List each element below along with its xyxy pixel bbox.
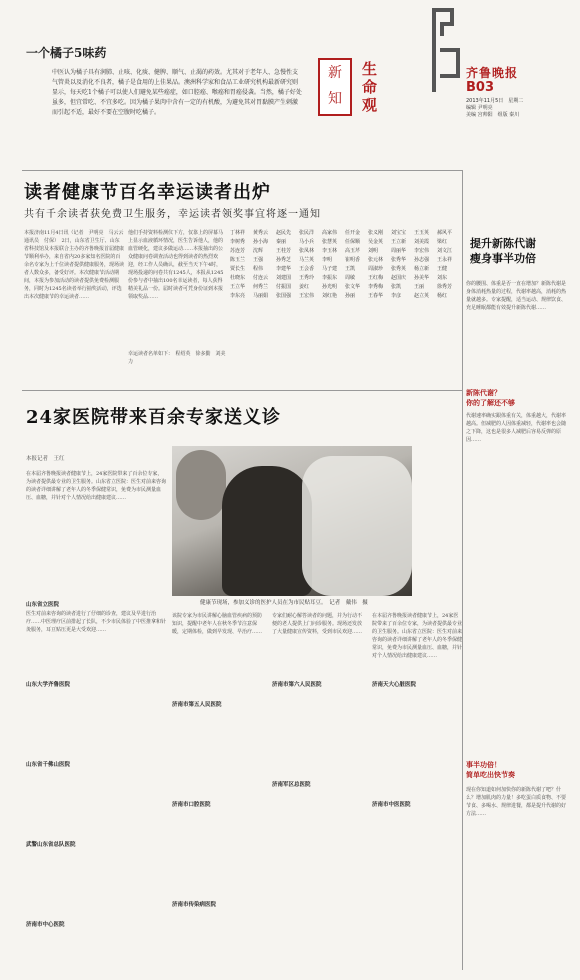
meta-editor: 编辑 尹明亮 xyxy=(466,105,493,111)
winner-name: 张国强 xyxy=(276,293,292,299)
story2-column-1: 医生对前来咨询的读者进行了仔细的诊查，建议及早进行治疗……中医理疗区前排起了长队，不少市民体验了中医推拿和针灸服务，耳豆贴压更是大受欢迎…… xyxy=(26,611,167,633)
section-char-3: 观 xyxy=(362,96,378,114)
winner-name: 孙丽 xyxy=(345,293,356,299)
winner-name: 徐秀芳 xyxy=(437,284,453,290)
hospital-label: 济南天大心脏医院 xyxy=(372,682,417,688)
divider xyxy=(22,390,462,391)
winner-name: 王永祥 xyxy=(437,257,453,263)
story2-column-3: 专家们耐心解答读者的问题，并为行动不便的老人提供上门问诊服务。现场还发放了大量健康宣传资料，受到市民欢迎…… xyxy=(272,613,363,635)
winner-name: 王宏伟 xyxy=(299,293,315,299)
winner-name: 张慧英 xyxy=(322,239,338,245)
winner-name: 马兰英 xyxy=(299,257,315,263)
winner-name: 高家伟 xyxy=(322,230,338,236)
side-subhead-2-line-2: 简单吃出快节奏 xyxy=(466,770,515,779)
winner-name: 赵民先 xyxy=(276,230,292,236)
winner-name: 王凯 xyxy=(345,266,356,272)
winner-name: 苏连芳 xyxy=(230,248,246,254)
meta-date: 2013年11月5日 星期二 xyxy=(466,98,524,104)
side-title xyxy=(470,236,536,266)
side-body-3: 现在你知道如何加快你的新陈代谢了吧？什么？增加肌肉的力量！多吃蛋白质食物、不要节食、多喝水、规律进餐，都是提升代谢的好方法…… xyxy=(466,787,567,817)
hospital-label: 济南市第六人民医院 xyxy=(272,682,322,688)
winner-name: 陈玉兰 xyxy=(230,257,246,263)
winner-name: 张秀华 xyxy=(391,257,407,263)
side-title-line-1: 提升新陈代谢 xyxy=(470,237,536,250)
winner-name: 马子建 xyxy=(322,266,338,272)
winner-name: 崔明香 xyxy=(345,257,361,263)
winner-name: 王红梅 xyxy=(368,275,384,281)
winner-name: 孙光明 xyxy=(322,284,338,290)
story2-column-4: 在本届齐鲁晚报读者健康节上，24家医院带来了百余位专家，为读者提供最专业的卫生服务。山东省立医院：医生对前来咨询的读者详细讲解了老年人的冬季保健常识，免费为市民测量血压、血糖，并针对个人情况给出健康建议…… xyxy=(372,613,463,659)
side-body-1: 你的腰围、体重是否一直在增加？新陈代谢是身体消耗热量的过程，代谢率越高，消耗的热量就越多。专家提醒，适当运动、规律饮食、充足睡眠都能有效提升新陈代谢…… xyxy=(466,281,567,311)
winner-name: 周丽华 xyxy=(391,248,407,254)
winner-name: 张义刚 xyxy=(368,230,384,236)
hospital-label: 山东省千佛山医院 xyxy=(26,762,71,768)
winner-name: 张元林 xyxy=(368,257,384,263)
winner-name: 孙志强 xyxy=(414,257,430,263)
hospital-label: 济南市第五人民医院 xyxy=(172,702,222,708)
side-subhead-1-line-2: 你的了解还不够 xyxy=(466,398,515,407)
winner-name: 张凯 xyxy=(391,284,402,290)
winner-name: 孙秀芝 xyxy=(276,257,292,263)
seal-char-2: 知 xyxy=(328,91,342,107)
winner-name: 李东亮 xyxy=(230,293,246,299)
section-char-1: 生 xyxy=(362,60,378,78)
winner-name: 郝风平 xyxy=(437,230,453,236)
winner-name: 高玉芹 xyxy=(345,248,361,254)
winner-name: 刘文江 xyxy=(437,248,453,254)
brief-title: 一个橘子5味药 xyxy=(26,46,107,60)
winner-name: 李树秀 xyxy=(230,239,246,245)
winner-name: 任开金 xyxy=(345,230,361,236)
winner-name: 刘建国 xyxy=(276,275,292,281)
winner-name: 李明 xyxy=(322,257,333,263)
photo-caption: 健康节现场，参加义诊的医护人员在为市民贴耳豆。 记者 戴伟 摄 xyxy=(200,600,368,606)
winner-name: 杜晓东 xyxy=(230,275,246,281)
winner-name: 刘东 xyxy=(437,275,448,281)
side-subhead-2-line-1: 事半功倍！ xyxy=(466,760,501,769)
winner-name-list xyxy=(230,229,460,300)
winner-name: 王秀玲 xyxy=(299,275,315,281)
winner-name: 黄秀云 xyxy=(253,230,269,236)
winner-name: 刘红艳 xyxy=(322,293,338,299)
winner-name: 王立新 xyxy=(391,239,407,245)
winner-name: 王春华 xyxy=(368,293,384,299)
winner-name: 王桂芳 xyxy=(276,248,292,254)
winner-name: 刘美霞 xyxy=(414,239,430,245)
winner-name: 马丽娟 xyxy=(253,293,269,299)
winner-name: 周淑珍 xyxy=(368,266,384,272)
story2-column-2: 该院专家为市民讲解心脑血管疾病的预防知识，提醒中老年人在秋冬季节注意保暖，定期体检，做到早发现、早治疗…… xyxy=(172,613,263,635)
winner-name: 张凤林 xyxy=(299,248,315,254)
page-number: B03 xyxy=(466,80,494,95)
winner-name: 马小兵 xyxy=(299,239,315,245)
winner-name: 付连云 xyxy=(253,275,269,281)
winner-name: 刘明 xyxy=(368,248,379,254)
winner-name: 李彦 xyxy=(391,293,402,299)
winner-name: 李建华 xyxy=(276,266,292,272)
winner-name: 何秀兰 xyxy=(253,284,269,290)
story2-column-intro: 在本届齐鲁晚报读者健康节上，24家医院带来了百余位专家，为读者提供最专业的卫生服务。山东省立医院：医生对前来咨询的读者详细讲解了老年人的冬季保健常识，免费为市民测量血压、血糖，并针对个人情况给出健康建议…… xyxy=(26,471,167,501)
winner-name: 沈辉 xyxy=(253,248,264,254)
winner-name: 王玉英 xyxy=(414,230,430,236)
story1-subhead: 共有千余读者获免费卫生服务，幸运读者领奖事宜将逐一通知 xyxy=(24,209,321,220)
winner-name: 王强 xyxy=(253,257,264,263)
winner-name: 张秀英 xyxy=(391,266,407,272)
story2-byline: 本报记者 王红 xyxy=(26,456,65,462)
divider xyxy=(22,170,462,171)
winner-name: 张民洋 xyxy=(299,230,315,236)
winner-name: 王丽 xyxy=(414,284,425,290)
corner-pattern-ornament xyxy=(430,8,464,92)
side-subhead-1 xyxy=(466,388,515,408)
winner-name: 周敏 xyxy=(345,275,356,281)
winner-name: 付振国 xyxy=(276,284,292,290)
winner-name: 李秀梅 xyxy=(368,284,384,290)
hospital-label: 济南军区总医院 xyxy=(272,782,311,788)
winner-name: 丁林祥 xyxy=(230,230,246,236)
column-divider xyxy=(462,170,463,970)
brief-body: 中医认为橘子具有润肺、止咳、化痰、健脾、顺气、止渴的药效。尤其对于老年人、急慢性支气管炎以及消化不良者，橘子是食用的上佳果品。澳洲科学家和食品工业研究机构最新研究则显示，每天吃1个橘子可以使人们避免某些癌症，如口腔癌、喉癌和胃癌侵袭。当然，橘子好处虽多，但宜常吃、不宜多吃。因为橘子果肉中含有一定的有机酸，为避免其对胃黏膜产生刺激而引起不适，最好不要在空腹时吃橘子。 xyxy=(52,69,302,116)
hospital-label: 山东省立医院 xyxy=(26,602,60,608)
winner-name: 贾长生 xyxy=(230,266,246,272)
winner-name: 李玉林 xyxy=(322,248,338,254)
winner-name: 姜红 xyxy=(299,284,310,290)
section-char-2: 命 xyxy=(362,78,378,96)
winner-name: 秦丽 xyxy=(276,239,287,245)
story2-headline: 24家医院带来百余专家送义诊 xyxy=(26,407,282,428)
section-name xyxy=(362,60,378,114)
story1-column-3: 幸运读者名单如下： 程绍英 徐多勤 刘美力 xyxy=(128,351,226,365)
page-meta xyxy=(466,98,523,119)
winner-name: 王会香 xyxy=(299,266,315,272)
seal-char-1: 新 xyxy=(328,65,342,81)
winner-name: 杨红 xyxy=(437,293,448,299)
story1-column-1: 本报济南11月4日讯（记者 尹明亮 马云云 通讯员 付保） 2日，山东省卫生厅、山东省科技馆及本报联合主办的齐鲁晚报首届健康节顺利举办，来自省内20多家知名医院的百余名专家为上千位读者提供健康服务，现场读者人数众多，备受好评。本次健康节活动期间，本报为参加活动的读者提供免费检测服务，同时为1245名读者举行抽奖活动，评选出本次健康节的幸运读者…… xyxy=(24,230,129,300)
side-title-line-2: 瘦身事半功倍 xyxy=(470,252,536,265)
winner-name: 赵立英 xyxy=(414,293,430,299)
newspaper-brand: 齐鲁晚报 xyxy=(466,66,519,80)
winner-name: 张文华 xyxy=(345,284,361,290)
hospital-label: 山东大学齐鲁医院 xyxy=(26,682,71,688)
winner-name: 李振东 xyxy=(322,275,338,281)
news-photo xyxy=(172,446,412,596)
winner-name: 赵国庆 xyxy=(391,275,407,281)
winner-name: 王立华 xyxy=(230,284,246,290)
side-subhead-1-line-1: 新陈代谢？ xyxy=(466,388,501,397)
hospital-label: 武警山东省总队医院 xyxy=(26,842,76,848)
winner-name: 任保顺 xyxy=(345,239,361,245)
winner-name: 孙小海 xyxy=(253,239,269,245)
side-body-2: 代谢速率确实跟体重有关，体重越大，代谢率越高。但减肥的人因体重减轻，代谢率也会随之下降，这也是很多人减肥后容易反弹的原因…… xyxy=(466,413,567,443)
hospital-label: 济南市传染病医院 xyxy=(172,902,217,908)
section-seal xyxy=(318,58,352,116)
winner-name: 杨立新 xyxy=(414,266,430,272)
winner-name: 李宏伟 xyxy=(414,248,430,254)
winner-name: 程伟 xyxy=(253,266,264,272)
side-subhead-2 xyxy=(466,760,515,780)
winner-name: 吴金英 xyxy=(368,239,384,245)
winner-name: 梁红 xyxy=(437,239,448,245)
story1-column-2: 他们手持资料检测仪下方，仅靠上的屏幕马上显示血液循环情况，医生告诉他人，他的血管硬化，建议多做运动……本报抽出的公众健康问卷调查活动也得到读者的热烈欢迎，经工作人员确认，截至当天下午4时，现场投递的问卷共有1245人，本报从1245份参与者中抽出100名幸运读者，每人获得精美礼品一份。届时读者可凭身份证到本报领取奖品…… xyxy=(128,230,224,300)
winner-name: 刘宝宝 xyxy=(391,230,407,236)
hospital-label: 济南市口腔医院 xyxy=(172,802,211,808)
story1-headline: 读者健康节百名幸运读者出炉 xyxy=(24,182,271,203)
winner-name: 孙美华 xyxy=(414,275,430,281)
hospital-label: 济南市中心医院 xyxy=(26,922,65,928)
hospital-label: 济南市中医医院 xyxy=(372,802,411,808)
meta-layout: 美编 宫帅阳 组版 秦川 xyxy=(466,112,520,118)
winner-name: 王健 xyxy=(437,266,448,272)
